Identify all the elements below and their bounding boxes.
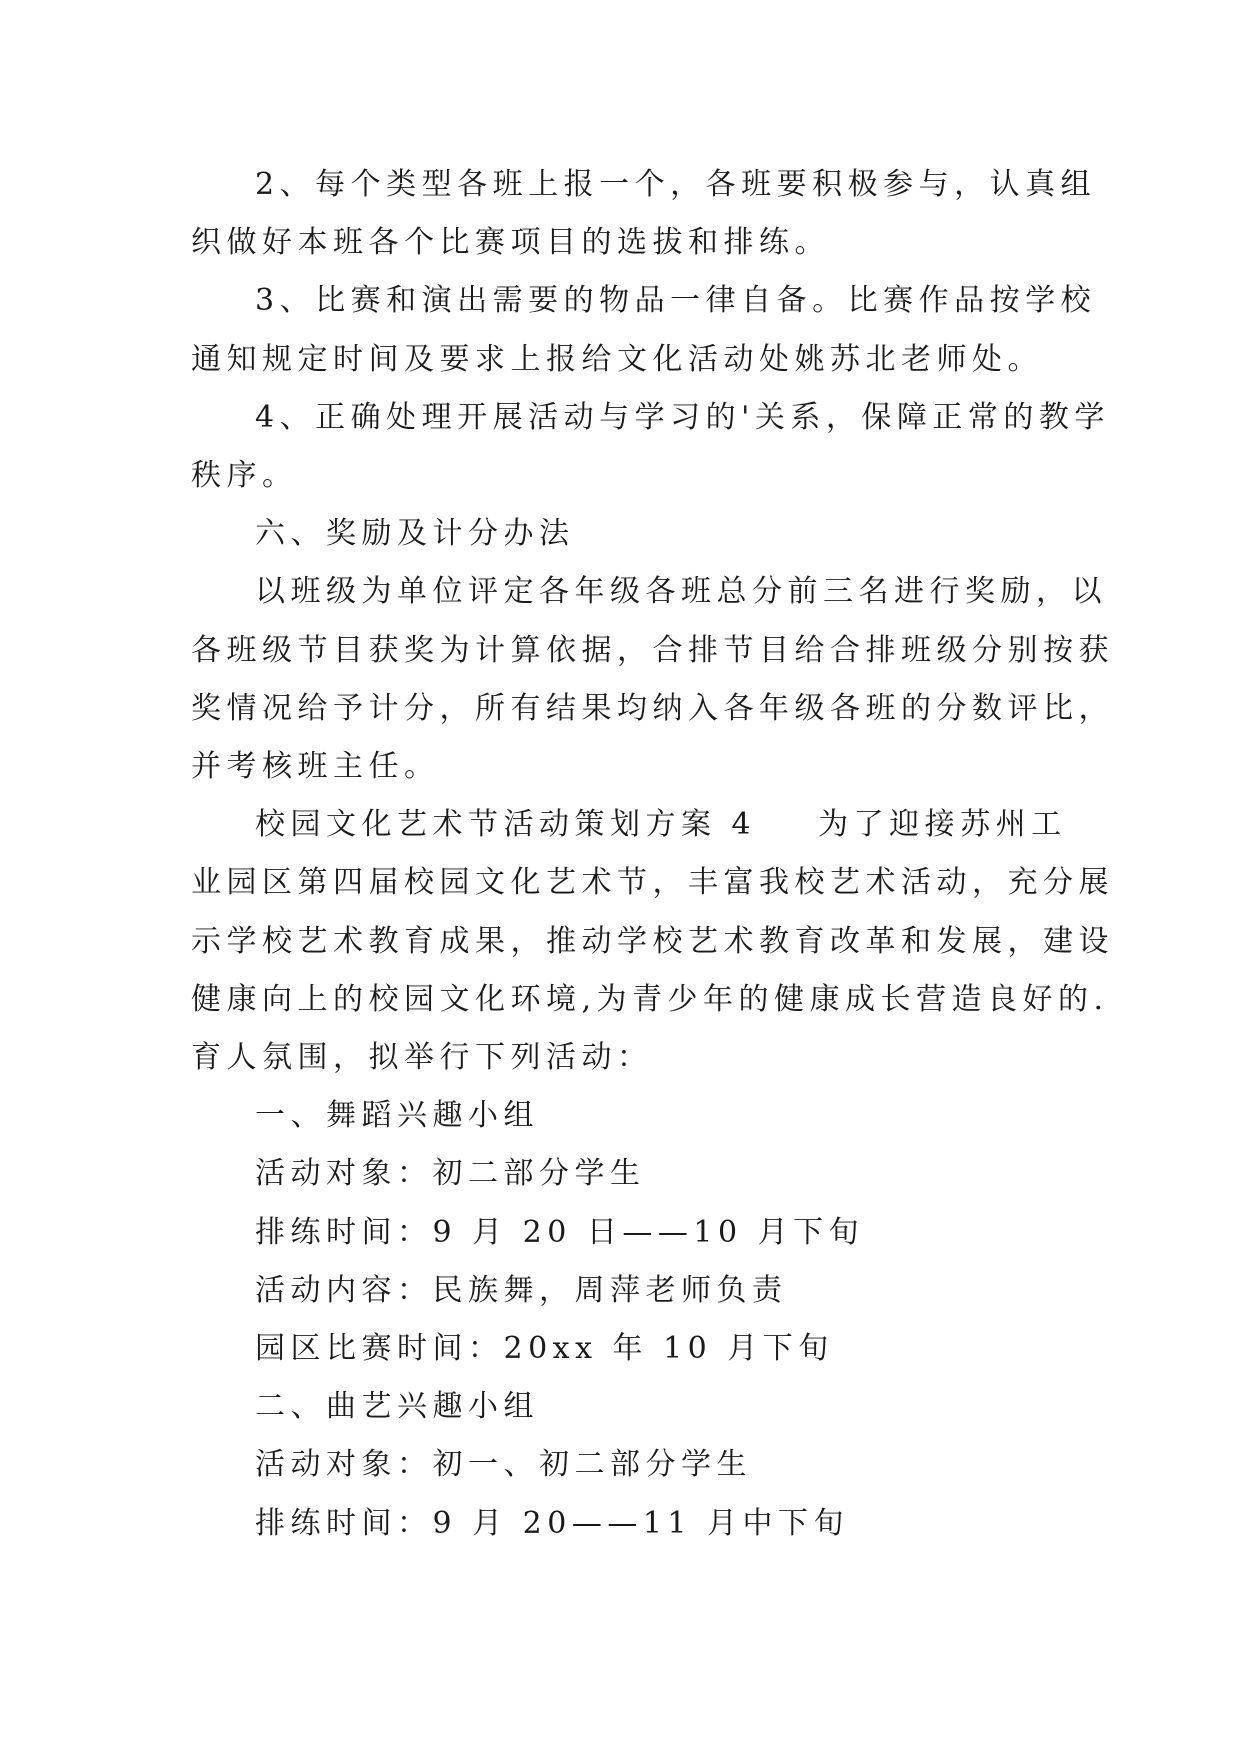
text-line: 2、每个类型各班上报一个，各班要积极参与，认真组 xyxy=(255,167,1097,202)
list-item: 活动对象：初一、初二部分学生 xyxy=(255,1447,752,1483)
text-line: 健康向上的校园文化环境,为青少年的健康成长营造良好的. xyxy=(191,981,1109,1017)
text-line: 4、正确处理开展活动与学习的'关系，保障正常的教学 xyxy=(255,399,1110,435)
text-line: 六、奖励及计分办法 xyxy=(255,516,575,552)
document-body xyxy=(191,156,1114,1553)
heading-rewards xyxy=(191,505,1071,563)
text-line: 奖情况给予计分，所有结果均纳入各年级各班的分数评比， xyxy=(191,690,1114,726)
text-line: 3、比赛和演出需要的物品一律自备。比赛作品按学校 xyxy=(255,283,1097,319)
text-line: 示学校艺术教育成果，推动学校艺术教育改革和发展，建设 xyxy=(191,923,1114,959)
heading-dance-group: 一、舞蹈兴趣小组 xyxy=(255,1098,539,1134)
list-item: 园区比赛时间：20xx 年 10 月下旬 xyxy=(255,1331,834,1367)
text-line: 育人氛围，拟举行下列活动： xyxy=(191,1040,653,1076)
list-item: 活动内容：民族舞，周萍老师负责 xyxy=(255,1272,788,1308)
list-item: 活动对象：初二部分学生 xyxy=(255,1156,646,1192)
text-line: 并考核班主任。 xyxy=(191,749,440,785)
heading-quyi-group: 二、曲艺兴趣小组 xyxy=(255,1389,539,1425)
text-line: 秩序。 xyxy=(191,458,298,494)
text-line: 为了迎接苏州工 xyxy=(818,807,1067,843)
list-item: 排练时间：9 月 20 日——10 月下旬 xyxy=(255,1214,865,1250)
section-title: 校园文化艺术节活动策划方案 4 xyxy=(255,807,757,843)
section-plan-4 xyxy=(191,796,1114,1087)
paragraph-item-4 xyxy=(191,389,1110,505)
text-line: 各班级节目获奖为计算依据，合排节目给合排班级分别按获 xyxy=(191,632,1114,668)
list-item: 排练时间：9 月 20——11 月中下旬 xyxy=(255,1505,850,1541)
text-line: 通知规定时间及要求上报给文化活动处姚苏北老师处。 xyxy=(191,341,1043,377)
paragraph-item-2 xyxy=(191,156,1097,272)
text-line: 以班级为单位评定各年级各班总分前三名进行奖励，以 xyxy=(255,574,1107,610)
paragraph-rewards xyxy=(191,563,1114,796)
text-line: 织做好本班各个比赛项目的选拔和排练。 xyxy=(191,225,830,261)
text-line: 业园区第四届校园文化艺术节，丰富我校艺术活动，充分展 xyxy=(191,865,1114,901)
paragraph-item-3 xyxy=(191,272,1097,388)
